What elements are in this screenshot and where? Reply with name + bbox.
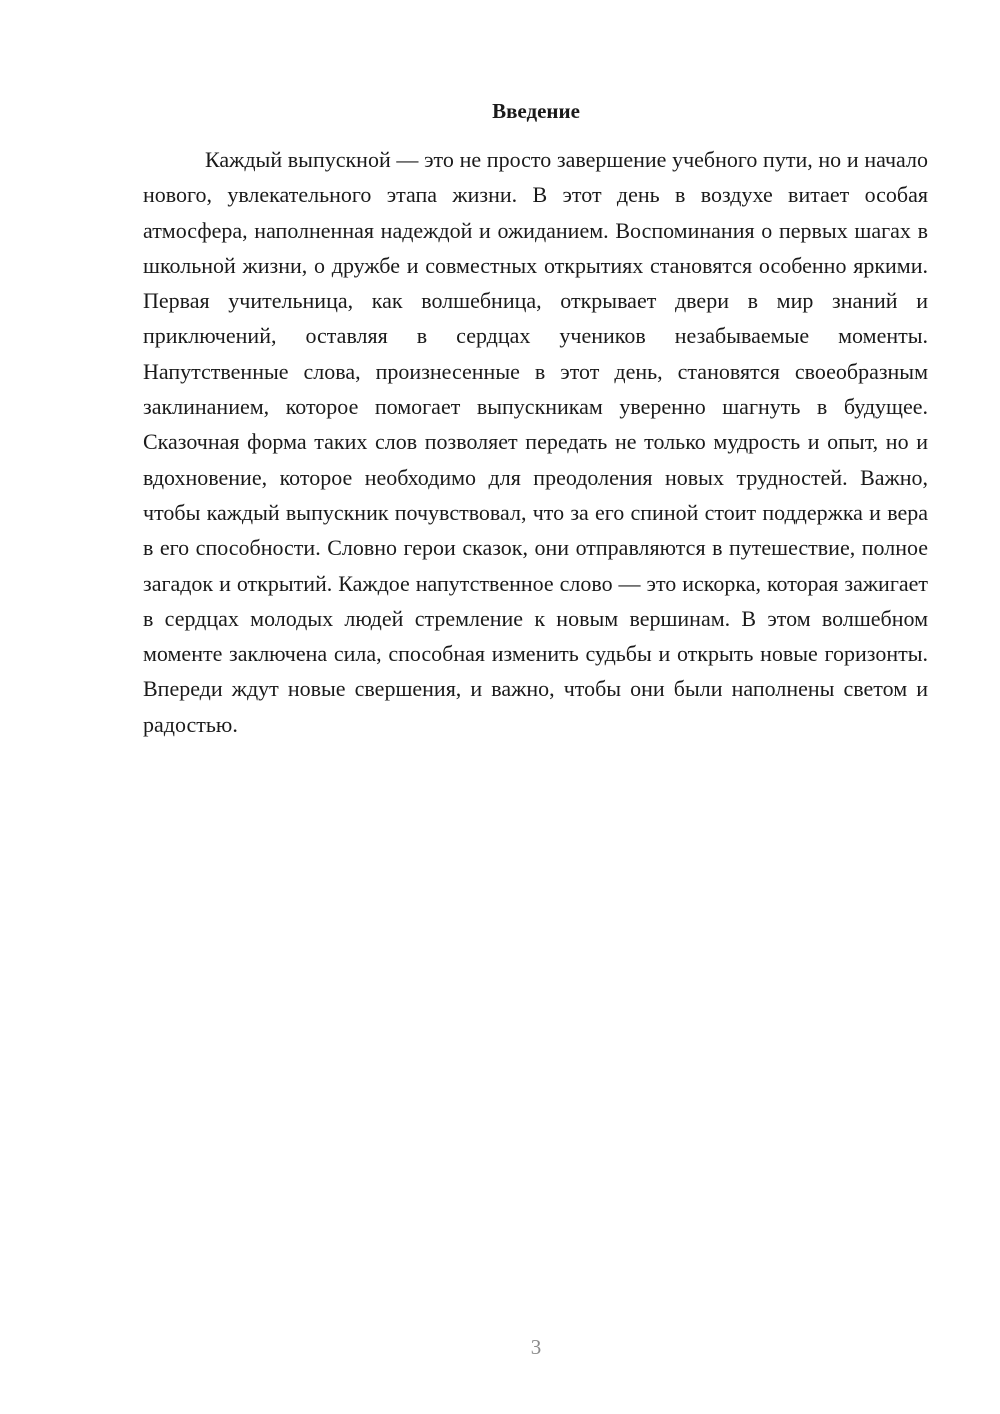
page-number: 3: [530, 1335, 542, 1359]
section-heading: Введение: [492, 99, 580, 123]
body-paragraph: Каждый выпускной — это не просто завершение учебного пути, но и начало нового, увлекательного этапа жизни. В этот день в воздухе витает особая атмосфера, наполненная надеждой и ожиданием. Воспоминания о первых шагах в школьной жизни, о дружбе и совместных открытиях становятся особенно яркими. Первая учительница, как волшебница, открывает двери в мир знаний и приключений, оставляя в сердцах учеников незабываемые моменты. Напутственные слова, произнесенные в этот день, становятся своеобразным заклинанием, которое помогает выпускникам уверенно шагнуть в будущее. Сказочная форма таких слов позволяет передать не только мудрость и опыт, но и вдохновение, которое необходимо для преодоления новых трудностей. Важно, чтобы каждый выпускник почувствовал, что за его спиной стоит поддержка и вера в его способности. Словно герои сказок, они отправляются в путешествие, полное загадок и открытий. Каждое напутственное слово — это искорка, которая зажигает в сердцах молодых людей стремление к новым вершинам. В этом волшебном моменте заключена сила, способная изменить судьбы и открыть новые горизонты. Впереди ждут новые свершения, и важно, чтобы они были наполнены светом и радостью.: [143, 147, 928, 737]
